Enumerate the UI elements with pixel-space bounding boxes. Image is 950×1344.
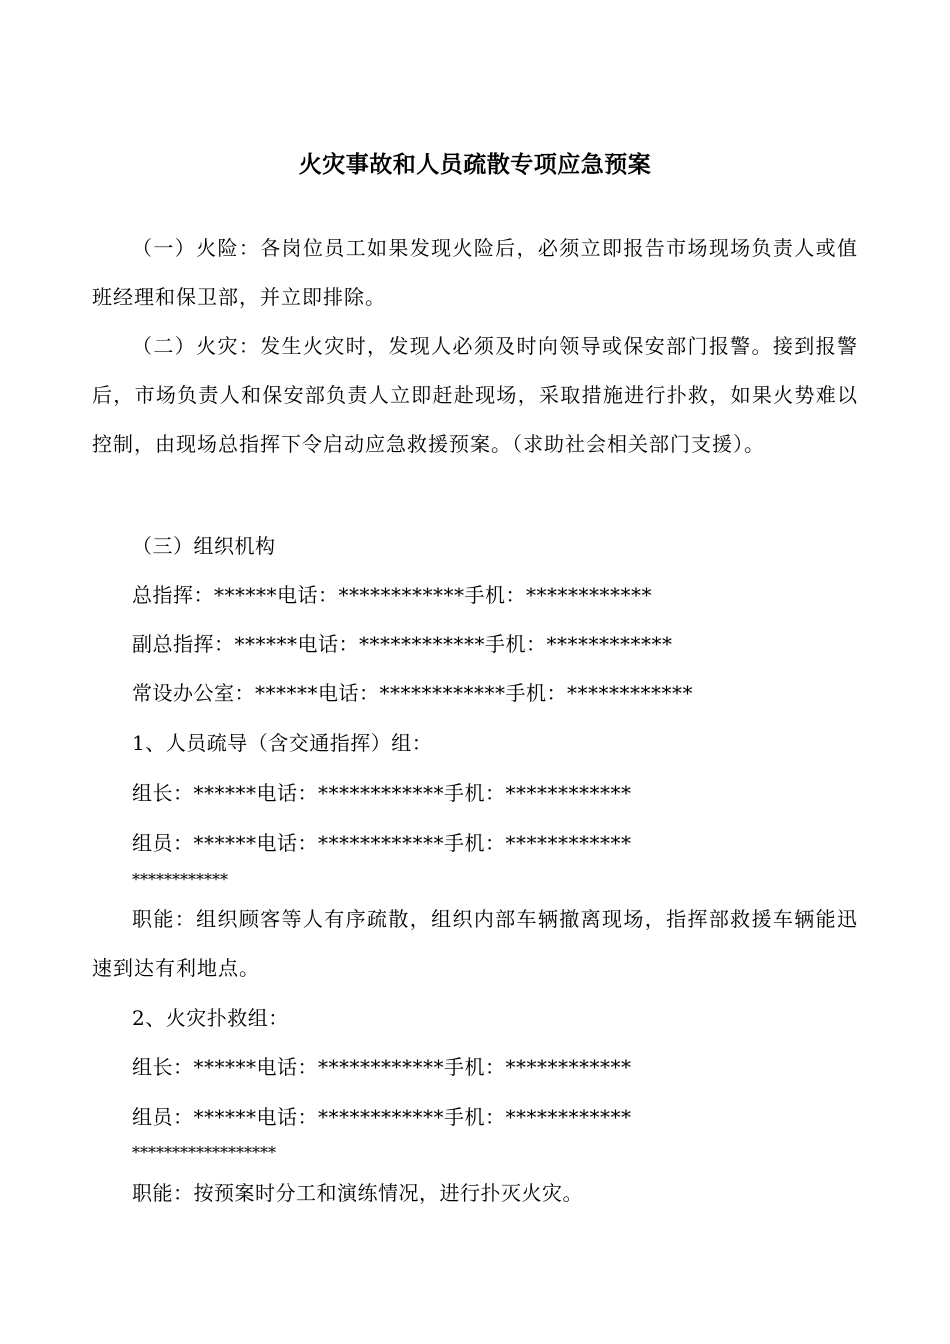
group2-duty: 职能：按预案时分工和演练情况，进行扑灭火灾。 <box>132 1181 583 1205</box>
section-organization-heading: （三）组织机构 <box>132 534 276 558</box>
group1-leader-contact: 组长：******电话：************手机：************ <box>132 781 632 805</box>
commander-contact: 总指挥：******电话：************手机：************ <box>132 583 652 607</box>
section-fire-disaster: （二）火灾：发生火灾时，发现人必须及时向领导或保安部门报警。接到报警后，市场负责人和保安部负责人立即赶赴现场，采取措施进行扑救，如果火势难以控制，由现场总指挥下令启动应急救援预案。（求助社会相关部门支援）。 <box>92 334 858 456</box>
group1-member-extra: ************ <box>132 870 228 889</box>
group1-heading: 1、人员疏导（含交通指挥）组： <box>132 731 433 755</box>
group2-member-contact: 组员：******电话：************手机：************ <box>132 1105 632 1129</box>
group1-duty: 职能：组织顾客等人有序疏散，组织内部车辆撤离现场，指挥部救援车辆能迅速到达有利地点。 <box>92 907 858 980</box>
group1-member-contact: 组员：******电话：************手机：************ <box>132 831 632 855</box>
standing-office-contact: 常设办公室：******电话：************手机：************ <box>132 681 693 705</box>
group2-leader-contact: 组长：******电话：************手机：************ <box>132 1055 632 1079</box>
group2-heading: 2、火灾扑救组： <box>132 1006 289 1030</box>
document-title: 火灾事故和人员疏散专项应急预案 <box>298 152 652 178</box>
section-fire-risk: （一）火险：各岗位员工如果发现火险后，必须立即报告市场现场负责人或值班经理和保卫部，并立即排除。 <box>92 236 858 309</box>
deputy-commander-contact: 副总指挥：******电话：************手机：************ <box>132 632 673 656</box>
group2-member-extra: ****************** <box>132 1143 276 1162</box>
